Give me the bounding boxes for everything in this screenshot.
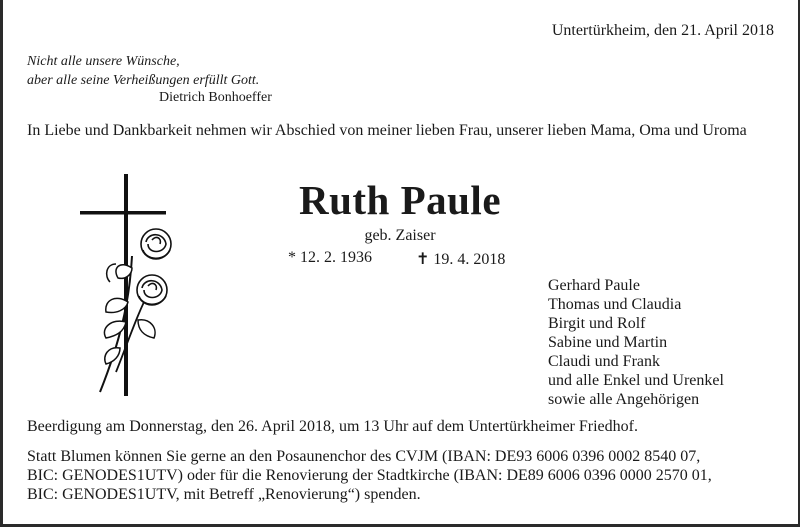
quote-line-1: Nicht alle unsere Wünsche,: [27, 54, 180, 69]
quote: [27, 52, 259, 90]
place-date: Untertürkheim, den 21. April 2018: [551, 22, 774, 39]
mourner-item: Claudi und Frank: [548, 353, 660, 370]
deceased-name: Ruth Paule: [298, 177, 502, 223]
mourners-list: [548, 276, 724, 409]
mourner-item: Sabine und Martin: [548, 334, 668, 351]
donation-line-3: BIC: GENODES1UTV, mit Betreff „Renovierung“) spenden.: [27, 486, 421, 503]
quote-line-2: aber alle seine Verheißungen erfüllt Gott.: [27, 73, 260, 88]
maiden-name: geb. Zaiser: [364, 227, 436, 244]
birth-date: * 12. 2. 1936: [288, 249, 372, 266]
funeral-info: Beerdigung am Donnerstag, den 26. April 2018, um 13 Uhr auf dem Untertürkheimer Friedhof.: [27, 418, 638, 435]
donation-line-2: BIC: GENODES1UTV) oder für die Renovierung der Stadtkirche (IBAN: DE89 6006 0396 0000 2570 01,: [27, 467, 712, 484]
intro-text: In Liebe und Dankbarkeit nehmen wir Abschied von meiner lieben Frau, unserer lieben Mama, Oma und Uroma: [27, 122, 747, 139]
mourner-item: Thomas und Claudia: [548, 296, 682, 313]
quote-author: Dietrich Bonhoeffer: [159, 90, 272, 105]
mourner-item: Birgit und Rolf: [548, 315, 646, 332]
mourner-item: und alle Enkel und Urenkel: [548, 372, 724, 389]
death-date: ✝ 19. 4. 2018: [416, 251, 506, 268]
donation-line-1: Statt Blumen können Sie gerne an den Posaunenchor des CVJM (IBAN: DE93 6006 0396 0002 8540 07,: [27, 448, 701, 465]
donation-info: [27, 447, 787, 504]
mourner-item: Gerhard Paule: [548, 277, 640, 294]
mourner-item: sowie alle Angehörigen: [548, 391, 700, 408]
